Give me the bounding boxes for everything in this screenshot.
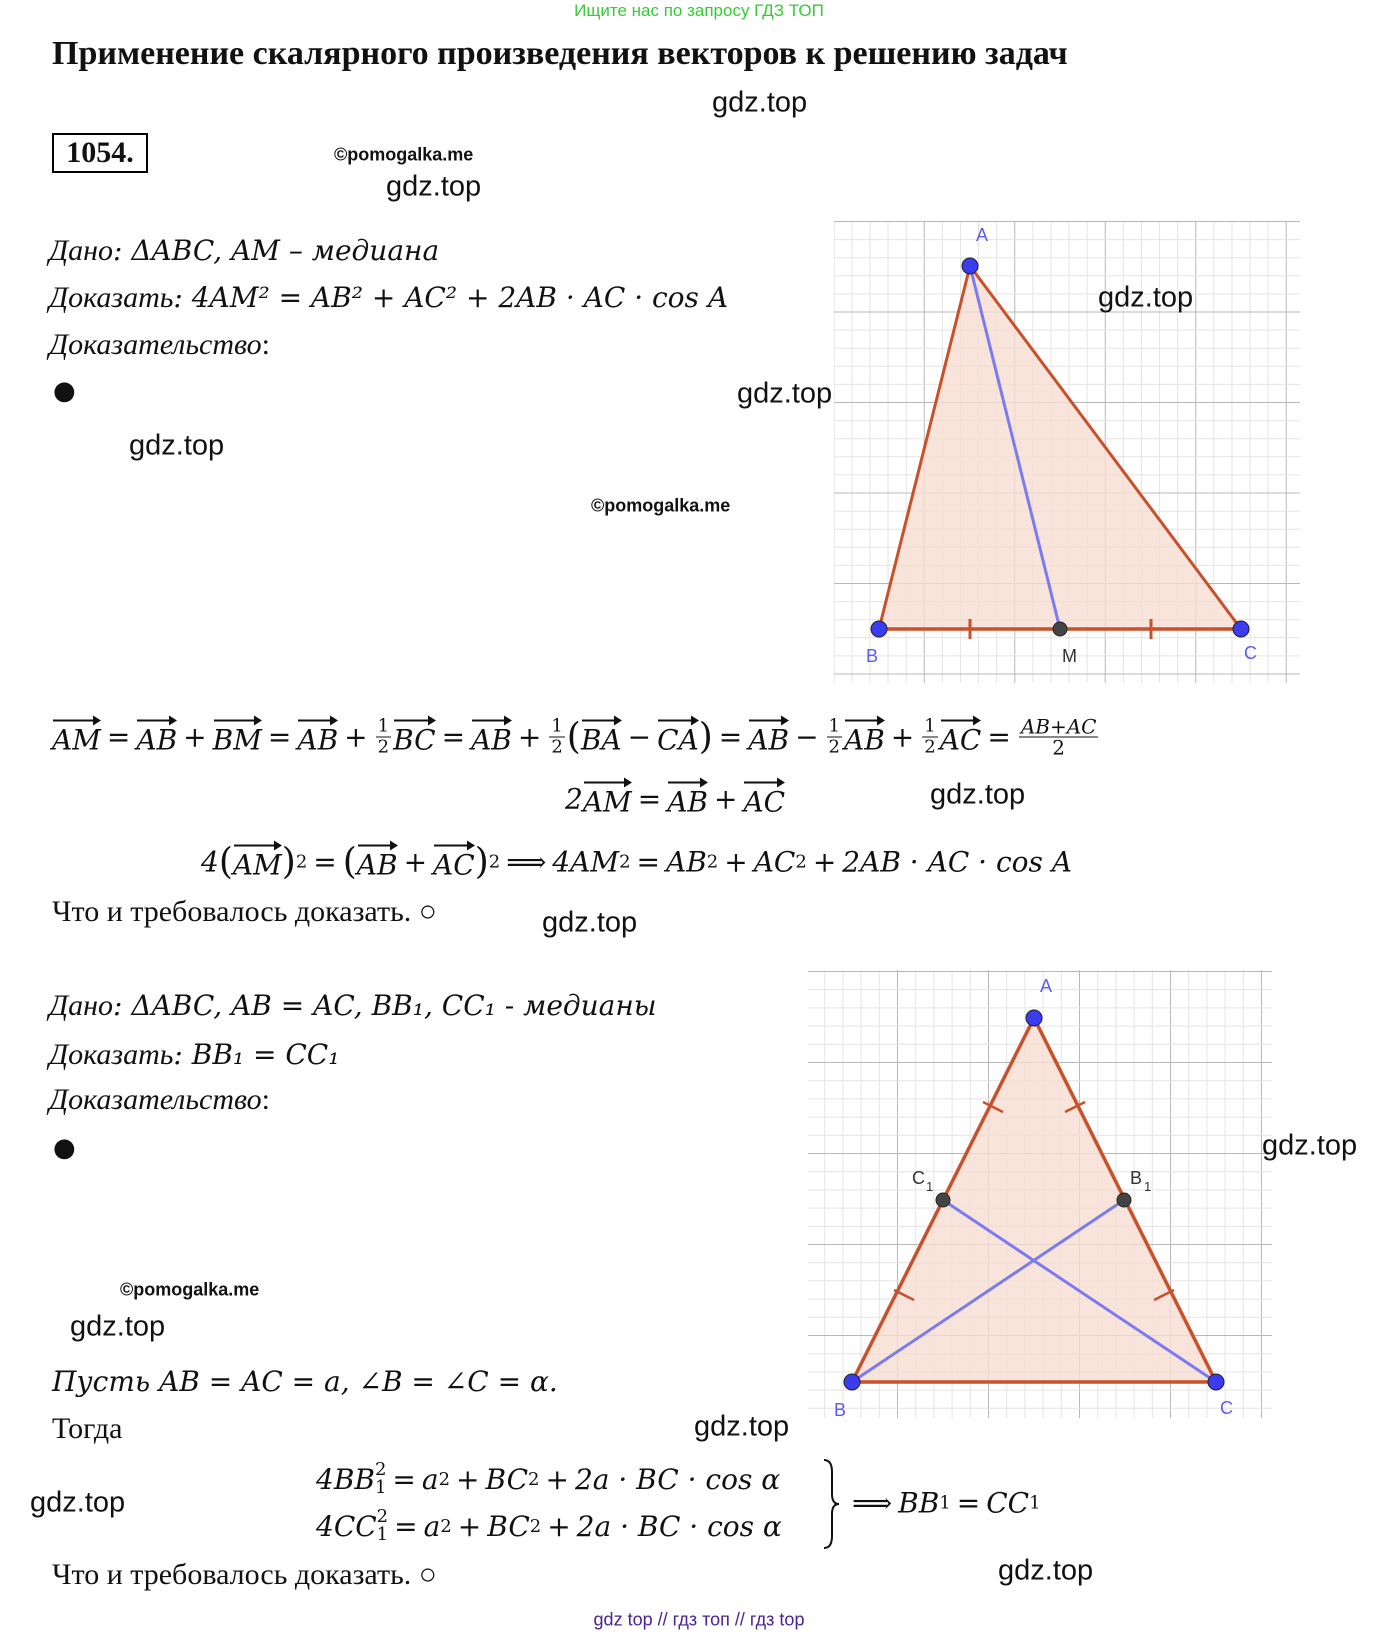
numerator: 1 [551,715,563,737]
vector: CA [657,718,699,757]
copyright: ©pomogalka.me [591,495,731,516]
paren: ) [474,841,489,883]
fraction [922,717,937,758]
exponent: 2 [488,851,501,873]
sup-sub [375,1461,386,1497]
denominator: 2 [377,736,390,758]
point-m [1053,622,1067,636]
copyright: ©pomogalka.me [334,144,474,165]
prove-label: Доказать [49,281,174,314]
equation-row-2 [316,1508,782,1544]
operator: = [441,720,466,754]
triangle-figure-2 [808,970,1272,1418]
then-label: Тогда [52,1412,123,1445]
equation-result [846,1487,1041,1520]
operator: + [517,720,542,754]
term: BB [898,1486,940,1520]
label-b1-sub: 1 [1144,1179,1152,1194]
operator: + [403,845,428,879]
vector: AM [583,780,632,819]
exponent: 2 [376,1506,389,1527]
vector: AC [940,718,982,757]
subscript: 1 [1029,1492,1041,1514]
paren: ) [698,716,713,758]
label-c1: C [912,1168,925,1188]
numerator: 1 [924,715,936,737]
vector: BC [393,718,436,757]
denominator: 2 [828,736,840,758]
fraction [827,717,842,758]
vector: AC [743,780,785,819]
term: 4 [201,845,219,879]
operator: + [457,1509,482,1543]
exponent: 2 [438,1468,451,1490]
watermark: gdz.top [386,170,482,203]
numerator: 1 [377,715,390,737]
point-c [1233,621,1249,637]
label-a: A [1040,976,1053,996]
operator: + [456,1462,480,1496]
footer-links[interactable]: gdz top // гдз топ // гдз top [593,1609,805,1630]
watermark: gdz.top [1098,281,1194,314]
exponent: 2 [528,1468,540,1490]
operator: + [183,720,207,754]
term: 4AM [552,845,620,879]
denominator: 2 [1052,735,1066,760]
vector: BM [213,718,262,757]
operator: + [890,720,915,754]
exponent: 2 [706,851,719,873]
proof-colon: : [261,1083,270,1116]
operator: = [636,845,660,879]
watermark: gdz.top [737,377,833,410]
exponent: 2 [440,1515,452,1537]
point-a [1026,1010,1042,1026]
fraction [549,717,564,758]
right-brace [820,1458,842,1550]
problem-number: 1054. [52,133,148,173]
watermark: gdz.top [998,1554,1094,1587]
exponent: 2 [795,851,807,873]
conclusion: Что и требовалось доказать. ○ [52,895,437,928]
search-hint-link[interactable]: Ищите нас по запросу ГДЗ ТОП [574,1,824,20]
given-line [49,989,657,1023]
paren: ( [566,716,581,758]
term: BC [485,1462,529,1496]
triangle-abc [852,1018,1216,1382]
term: CC [986,1486,1030,1520]
operator: = [106,720,131,754]
denominator: 2 [924,736,936,758]
let-statement [52,1365,558,1399]
point-c1 [936,1193,950,1207]
exponent: 2 [619,851,631,873]
term: 2a · BC · cos α [576,1509,782,1543]
exponent: 2 [295,851,308,873]
operator: = [987,720,1011,754]
label-b: B [866,646,879,666]
equation-row-1 [316,1461,780,1497]
subscript: 1 [376,1524,389,1545]
watermark: gdz.top [129,429,225,462]
watermark: gdz.top [30,1486,126,1519]
operator: + [724,845,748,879]
proof-label: Доказательство [49,1083,262,1116]
triangle-abc [879,266,1241,629]
label-c: C [1244,643,1257,663]
point-a [962,258,978,274]
exponent: 2 [374,1459,387,1480]
term: 2a · BC · cos α [574,1462,781,1496]
prove-label: Доказать [49,1038,174,1071]
watermark: gdz.top [542,906,638,939]
let-text: Пусть AB = AC = a, ∠B = ∠C = α. [52,1365,558,1398]
vector: AB [357,843,398,882]
fraction [1019,714,1099,760]
sup-sub [377,1508,388,1544]
prove-line [49,281,728,315]
triangle-figure-1 [834,221,1300,683]
subscript: 1 [374,1477,387,1498]
fraction [376,717,391,758]
bullet: ● [53,376,76,406]
term: 4CC [316,1509,377,1543]
operator: + [812,845,837,879]
operator: = [267,720,292,754]
operator: = [718,720,743,754]
vector: AB [748,718,789,757]
operator: = [956,1486,981,1520]
label-b: B [834,1400,847,1418]
proof-heading [49,328,270,362]
proof-heading [49,1083,270,1117]
paren: ( [342,841,357,883]
vector: AB [471,718,512,757]
page-title: Применение скалярного произведения векторов к решению задач [52,35,1068,72]
vector: AB [667,780,708,819]
label-m: M [1062,646,1077,666]
given-text: : ΔABC, AM – медиана [112,234,440,267]
operator: + [713,782,738,816]
watermark: gdz.top [712,86,808,119]
proof-colon: : [261,328,270,361]
label-c1-sub: 1 [926,1179,934,1194]
term: 2 [565,782,583,816]
vector: AM [233,843,282,882]
operator: + [545,1462,569,1496]
paren: ) [281,841,296,883]
operator: = [313,845,337,879]
given-text: : ΔABC, AB = AC, BB₁, CC₁ - медианы [112,989,657,1022]
numerator: AB+AC [1020,714,1097,739]
vector: AB [844,718,885,757]
label-c: C [1220,1398,1233,1418]
point-b1 [1117,1193,1131,1207]
term: a [423,1509,441,1543]
paren: ( [218,841,233,883]
operator: = [394,1509,418,1543]
prove-text: : BB₁ = CC₁ [173,1038,340,1071]
label-a: A [976,225,989,245]
operator: = [637,782,662,816]
conclusion: Что и требовалось доказать. ○ [52,1558,437,1591]
prove-text: : 4AM² = AB² + AC² + 2AB · AC · cos A [173,281,729,314]
denominator: 2 [551,736,563,758]
equation-3 [201,842,1072,883]
operator: + [547,1509,571,1543]
point-c [1208,1374,1224,1390]
copyright: ©pomogalka.me [120,1279,260,1300]
vector: AB [136,718,177,757]
term: 4BB [316,1462,375,1496]
operator: − [795,720,819,754]
term: a [421,1462,439,1496]
equation-2 [565,780,785,819]
operator: = [392,1462,416,1496]
point-b [844,1374,860,1390]
given-label: Дано [49,234,113,267]
prove-line [49,1038,339,1072]
operator: ⟹ [852,1486,893,1520]
watermark: gdz.top [930,778,1026,811]
watermark: gdz.top [1262,1129,1358,1162]
subscript: 1 [939,1492,951,1514]
operator: − [627,720,652,754]
operator: ⟹ [506,845,547,879]
proof-label: Доказательство [49,328,262,361]
bullet: ● [53,1133,76,1163]
vector: AM [52,718,101,757]
given-label: Дано [49,989,113,1022]
vector: BA [581,718,622,757]
watermark: gdz.top [694,1410,790,1443]
term: 2AB · AC · cos A [842,845,1072,879]
term: AC [753,845,796,879]
vector: AC [433,843,475,882]
vector: AB [297,718,338,757]
exponent: 2 [529,1515,542,1537]
label-b1: B [1130,1168,1143,1188]
term: BC [487,1509,530,1543]
equation-1 [52,714,1100,760]
numerator: 1 [828,715,840,737]
operator: + [344,720,368,754]
point-b [871,621,887,637]
term: AB [665,845,707,879]
watermark: gdz.top [70,1310,166,1343]
given-line [49,234,439,268]
